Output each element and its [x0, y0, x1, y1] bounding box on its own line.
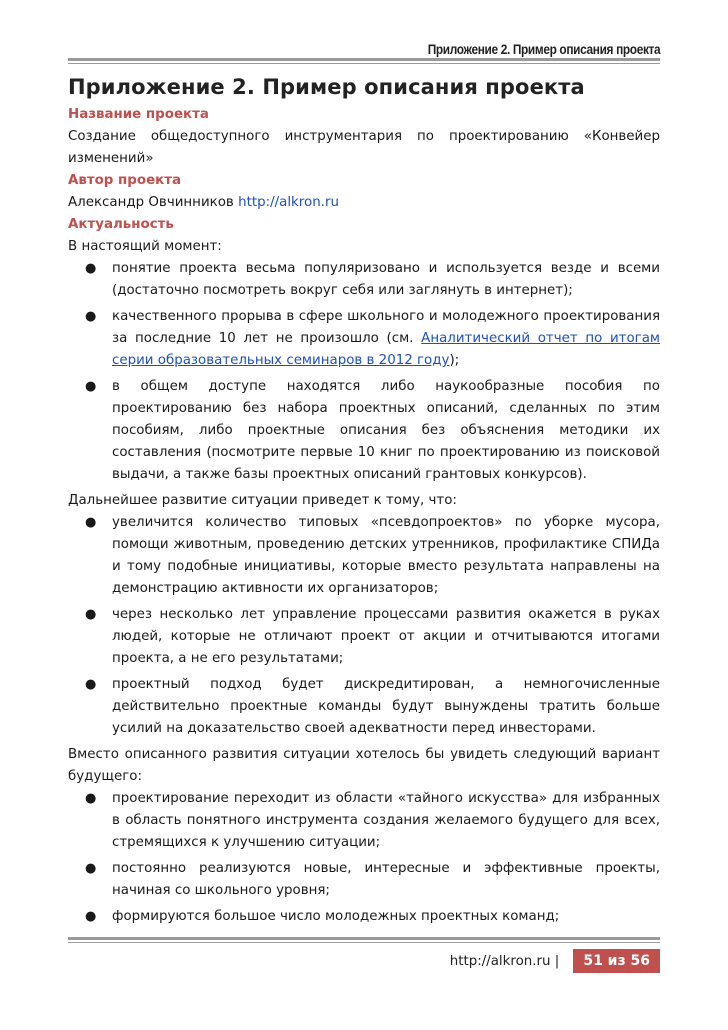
page-footer — [450, 949, 660, 973]
section-heading-author: Автор проекта — [68, 173, 182, 188]
now-list — [68, 258, 660, 486]
bullet-icon: ● — [85, 515, 97, 530]
bullet-icon: ● — [85, 791, 97, 806]
header-rule-thin — [68, 63, 660, 64]
author-name: Александр Овчинников — [68, 195, 234, 210]
bullet-icon: ● — [85, 861, 97, 876]
now-intro: В настоящий момент: — [68, 239, 222, 254]
list-item: ● качественного прорыва в сфере школьного и молодежного проектирования за последние 10 лет не произошло (см. Аналитический отчет по итогам серии образовательных семинаров в 2012 году); — [68, 306, 660, 372]
page-title: Приложение 2. Пример описания проекта — [68, 75, 585, 99]
section-heading-relevance: Актуальность — [68, 217, 174, 232]
page-content — [68, 70, 660, 932]
bullet-icon: ● — [85, 677, 97, 692]
list-item: ● постоянно реализуются новые, интересные и эффективные проекты, начиная со школьного уровня; — [68, 858, 660, 902]
future-intro: Дальнейшее развитие ситуации приведет к тому, что: — [68, 493, 457, 508]
list-item: ● формируются большое число молодежных проектных команд; — [68, 906, 660, 928]
bullet-icon: ● — [85, 379, 97, 394]
alt-intro: Вместо описанного развития ситуации хотелось бы увидеть следующий вариант будущего: — [68, 747, 660, 784]
alt-list — [68, 788, 660, 928]
author-link[interactable]: http://alkron.ru — [238, 195, 339, 210]
list-item: ● через несколько лет управление процессами развития окажется в руках людей, которые не отличают проект от акции и отчитываются итогами проекта, а не его результатами; — [68, 604, 660, 670]
page-number-badge: 51 из 56 — [571, 949, 660, 973]
report-link[interactable]: Аналитический отчет по итогам серии образовательных семинаров в 2012 году — [112, 331, 661, 368]
footer-url: http://alkron.ru | — [449, 953, 560, 969]
list-item: ● понятие проекта весьма популяризовано и используется везде и всеми (достаточно посмотреть вокруг себя или заглянуть в интернет); — [68, 258, 660, 302]
bullet-icon: ● — [85, 607, 97, 622]
list-item: ● увеличится количество типовых «псевдопроектов» по уборке мусора, помощи животным, проведению детских утренников, профилактике СПИДа и тому подобные инициативы, которые вместо результата направлены на демонстрацию активности их организаторов; — [68, 512, 660, 600]
list-item: ● в общем доступе находятся либо наукообразные пособия по проектированию без набора проектных описаний, сделанных по этим пособиям, либо проектные описания без объяснения методики их составления (посмотрите первые 10 книг по проектированию из поисковой выдачи, а также базы проектных описаний грантовых конкурсов). — [68, 376, 660, 486]
footer-rule — [68, 937, 660, 940]
running-header: Приложение 2. Пример описания проекта — [427, 42, 660, 57]
author-line — [68, 192, 660, 214]
future-list — [68, 512, 660, 740]
header-rule — [68, 58, 660, 61]
bullet-icon: ● — [85, 909, 97, 924]
list-item: ● проектный подход будет дискредитирован, а немногочисленные действительно проектные команды будут вынуждены тратить больше усилий на доказательство своей адекватности перед инвесторами. — [68, 674, 660, 740]
list-item: ● проектирование переходит из области «тайного искусства» для избранных в область понятного инструмента создания желаемого будущего для всех, стремящихся к улучшению ситуации; — [68, 788, 660, 854]
footer-rule-thin — [68, 942, 660, 943]
bullet-icon: ● — [85, 309, 97, 324]
bullet-icon: ● — [85, 261, 97, 276]
project-name-text: Создание общедоступного инструментария по проектированию «Конвейер изменений» — [68, 129, 660, 166]
section-heading-name: Название проекта — [68, 107, 209, 122]
